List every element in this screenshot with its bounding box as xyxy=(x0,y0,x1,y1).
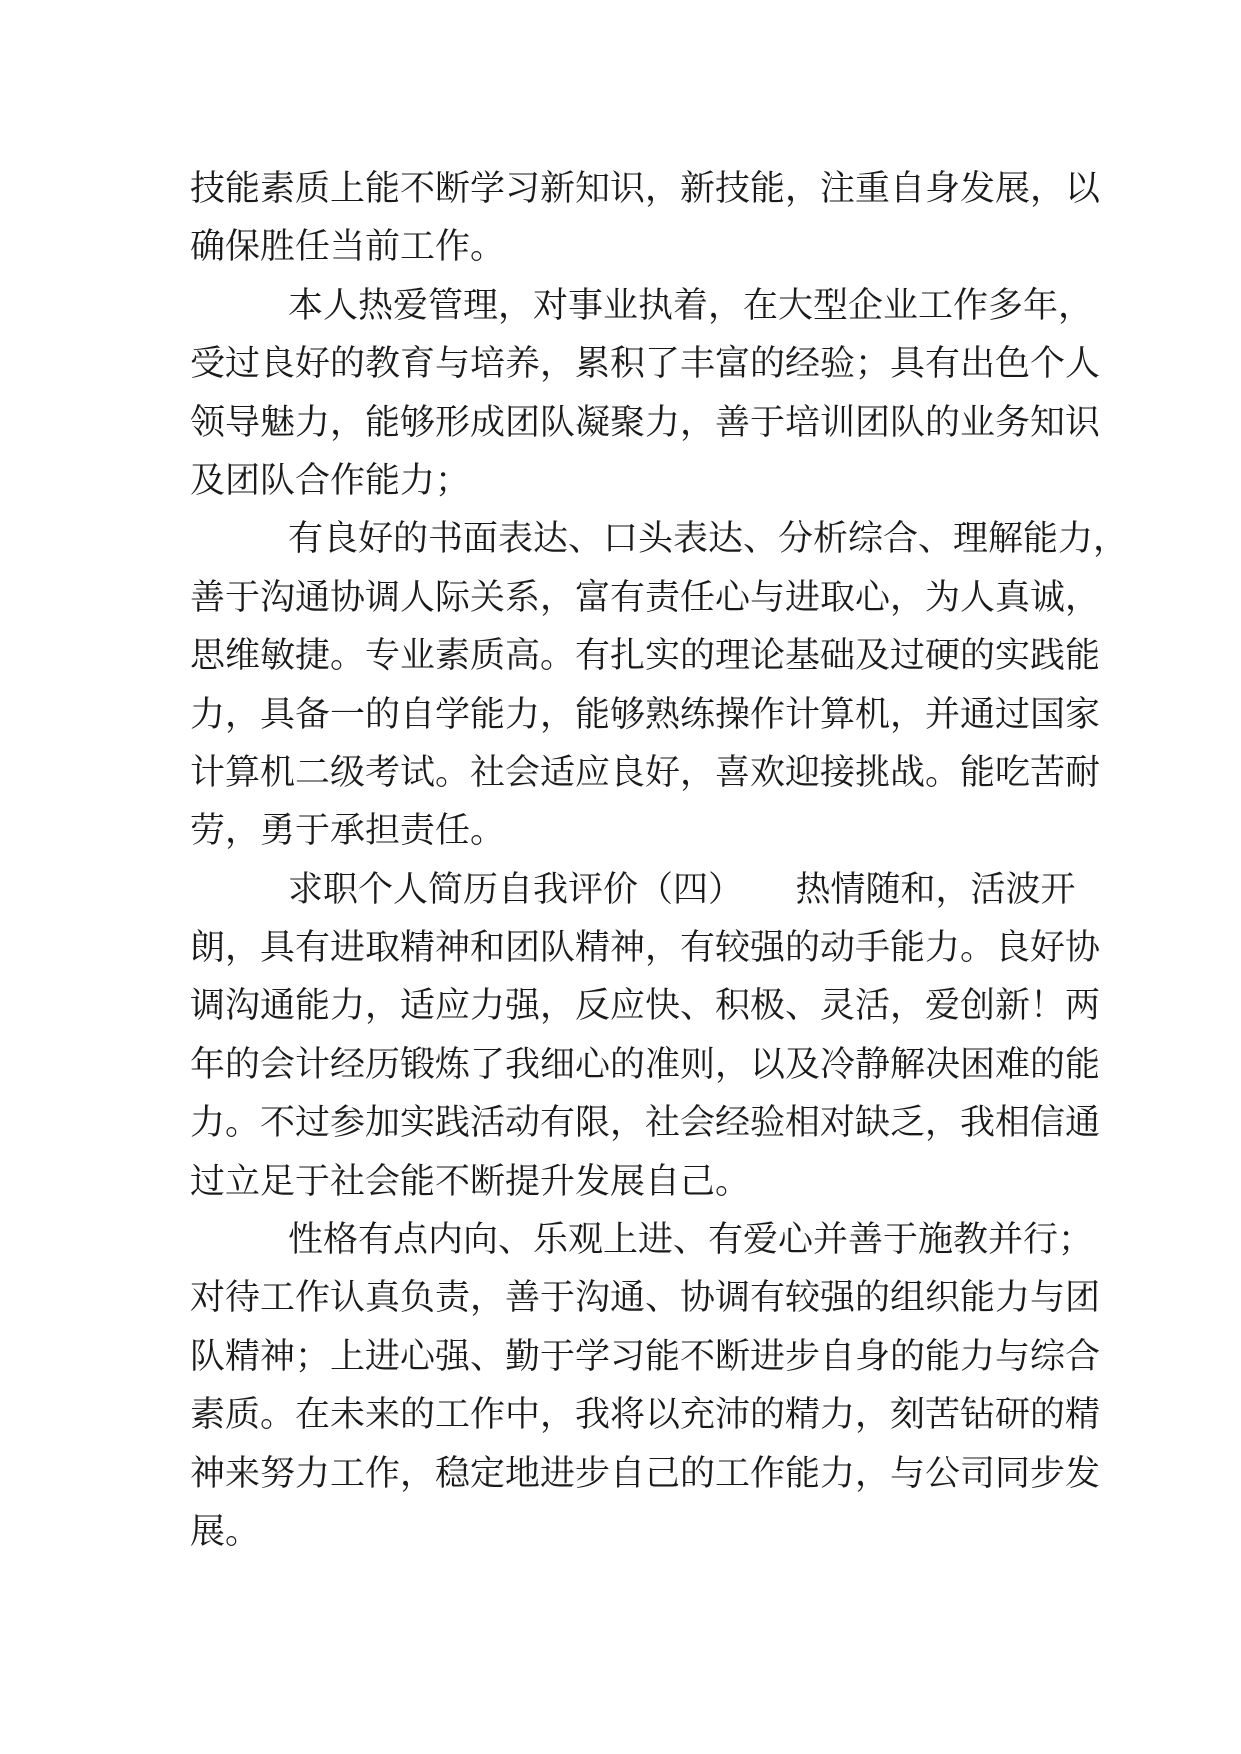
text-line: 计算机二级考试。社会适应良好，喜欢迎接挑战。能吃苦耐 xyxy=(190,752,1101,793)
text-line: 力。不过参加实践活动有限，社会经验相对缺乏，我相信通 xyxy=(190,1103,1101,1144)
text-line: 劳，勇于承担责任。 xyxy=(190,811,506,852)
text-line: 对待工作认真负责，善于沟通、协调有较强的组织能力与团 xyxy=(190,1278,1101,1319)
text-line: 朗，具有进取精神和团队精神，有较强的动手能力。良好协 xyxy=(190,928,1101,969)
text-line: 本人热爱管理，对事业执着，在大型企业工作多年， xyxy=(288,285,1094,326)
text-line: 神来努力工作，稳定地进步自己的工作能力，与公司同步发 xyxy=(190,1453,1101,1494)
paragraph xyxy=(190,861,1101,1211)
text-line: 调沟通能力，适应力强，反应快、积极、灵活，爱创新！两 xyxy=(190,986,1101,1027)
text-line: 领导魅力，能够形成团队凝聚力，善于培训团队的业务知识 xyxy=(190,402,1101,443)
text-line: 力，具备一的自学能力，能够熟练操作计算机，并通过国家 xyxy=(190,694,1101,735)
text-line: 及团队合作能力； xyxy=(190,460,471,501)
text-line: 求职个人简历自我评价（四） 热情随和，活波开 xyxy=(288,869,1076,910)
text-line: 技能素质上能不断学习新知识，新技能，注重自身发展，以 xyxy=(190,169,1101,209)
text-line: 确保胜任当前工作。 xyxy=(190,227,506,268)
text-line: 队精神；上进心强、勤于学习能不断进步自身的能力与综合 xyxy=(190,1336,1101,1377)
paragraph xyxy=(190,160,1101,277)
text-line: 思维敏捷。专业素质高。有扎实的理论基础及过硬的实践能 xyxy=(190,636,1101,677)
text-line: 年的会计经历锻炼了我细心的准则，以及冷静解决困难的能 xyxy=(190,1044,1101,1085)
text-line: 素质。在未来的工作中，我将以充沛的精力，刻苦钻研的精 xyxy=(190,1395,1101,1436)
document-body xyxy=(190,160,1129,1561)
text-line: 过立足于社会能不断提升发展自己。 xyxy=(190,1161,751,1202)
paragraph xyxy=(190,277,1101,511)
text-line: 展。 xyxy=(190,1511,261,1552)
paragraph xyxy=(190,510,1129,860)
text-line: 受过良好的教育与培养，累积了丰富的经验；具有出色个人 xyxy=(190,344,1101,385)
text-line: 有良好的书面表达、口头表达、分析综合、理解能力， xyxy=(288,519,1129,560)
text-line: 善于沟通协调人际关系，富有责任心与进取心，为人真诚， xyxy=(190,577,1101,618)
text-line: 性格有点内向、乐观上进、有爱心并善于施教并行； xyxy=(288,1220,1094,1261)
paragraph xyxy=(190,1211,1101,1561)
